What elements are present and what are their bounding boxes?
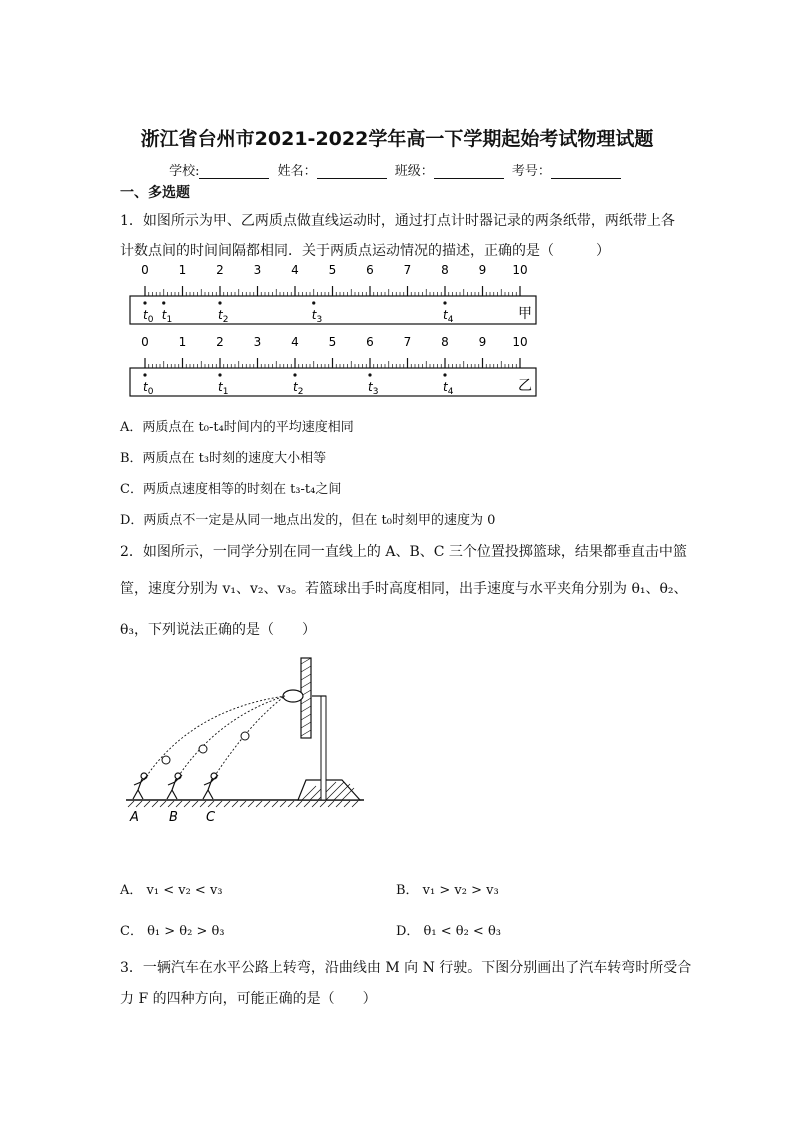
tape-jia-ruler-label: 5 bbox=[328, 263, 337, 277]
q1-tape-figure bbox=[120, 262, 550, 402]
tape-yi-dot bbox=[143, 373, 146, 376]
q1-option-a[interactable]: A．两质点在 t₀-t₄时间内的平均速度相同 bbox=[120, 420, 354, 435]
ball-b bbox=[199, 745, 207, 753]
tape-yi-ruler-label: 8 bbox=[441, 335, 449, 349]
number-blank[interactable] bbox=[551, 166, 621, 179]
basket-hoop bbox=[283, 690, 303, 702]
school-label: 学校: bbox=[169, 164, 200, 179]
name-label: 姓名： bbox=[277, 164, 317, 179]
tape-yi-ruler-label: 4 bbox=[291, 335, 299, 349]
tape-jia-dot bbox=[218, 301, 221, 304]
tape-yi-dot bbox=[443, 373, 446, 376]
tape-jia-time-label: $t_2$ bbox=[218, 308, 229, 325]
q1-option-b[interactable]: B．两质点在 t₃时刻的速度大小相等 bbox=[120, 451, 327, 466]
tape-jia-dot bbox=[312, 301, 315, 304]
page-title: 浙江省台州市2021-2022学年高一下学期起始考试物理试题 bbox=[140, 128, 654, 150]
tape-yi-time-label: $t_0$ bbox=[143, 380, 154, 397]
tape-jia-ruler-label: 3 bbox=[253, 263, 262, 277]
q2-option-d[interactable]: D． θ₁ < θ₂ < θ₃ bbox=[396, 924, 501, 939]
tape-jia-ruler-label: 0 bbox=[141, 263, 149, 277]
label-c: C bbox=[206, 810, 216, 825]
tape-jia-ruler-label: 10 bbox=[512, 263, 528, 277]
trajectory-a bbox=[144, 696, 285, 780]
tape-jia-time-label: $t_4$ bbox=[443, 308, 454, 325]
thrower-a bbox=[133, 773, 148, 799]
tape-jia-ruler-label: 6 bbox=[366, 263, 374, 277]
tape-jia-ruler-label: 9 bbox=[478, 263, 487, 277]
tape-yi-dot bbox=[368, 373, 371, 376]
tape-jia-ruler-label: 7 bbox=[403, 263, 412, 277]
tape-jia-ruler-label: 4 bbox=[291, 263, 299, 277]
tape-yi-ruler-label: 10 bbox=[512, 335, 528, 349]
q2-stem-line3: θ₃，下列说法正确的是（ ） bbox=[120, 622, 317, 638]
tape-yi-ruler-label: 9 bbox=[478, 335, 487, 349]
tape-jia-paper-tape bbox=[130, 296, 536, 324]
tape-yi-dot bbox=[293, 373, 296, 376]
tape-yi-ruler-label: 1 bbox=[178, 335, 187, 349]
q3-stem-line2: 力 F 的四种方向，可能正确的是（ ） bbox=[120, 991, 377, 1007]
tape-jia-time-label: $t_3$ bbox=[311, 308, 323, 325]
class-blank[interactable] bbox=[434, 166, 504, 179]
school-blank[interactable] bbox=[199, 166, 269, 179]
tape-yi-time-label: $t_1$ bbox=[218, 380, 229, 397]
tape-yi-ruler-label: 2 bbox=[216, 335, 224, 349]
q1-stem-line2: 计数点间的时间间隔都相同．关于两质点运动情况的描述，正确的是（ ） bbox=[120, 243, 610, 259]
hoop-stand-base bbox=[298, 780, 360, 800]
q2-basketball-figure bbox=[120, 652, 380, 832]
q1-option-c[interactable]: C．两质点速度相等的时刻在 t₃-t₄之间 bbox=[120, 482, 342, 497]
number-label: 考号： bbox=[511, 164, 551, 179]
ball-a bbox=[162, 756, 170, 764]
thrower-b bbox=[167, 773, 182, 799]
tape-yi-ruler-label: 3 bbox=[253, 335, 262, 349]
tape-jia-ruler-label: 1 bbox=[178, 263, 187, 277]
q3-stem-line1: 3．一辆汽车在水平公路上转弯，沿曲线由 M 向 N 行驶。下图分别画出了汽车转弯时所受合 bbox=[120, 960, 692, 976]
q2-option-b[interactable]: B． v₁ > v₂ > v₃ bbox=[396, 883, 499, 898]
tape-jia-time-label: $t_0$ bbox=[143, 308, 154, 325]
label-b: B bbox=[169, 810, 178, 825]
q1-stem-line1: 1．如图所示为甲、乙两质点做直线运动时，通过打点计时器记录的两条纸带，两纸带上各 bbox=[120, 213, 675, 229]
q2-stem-line2: 筐，速度分别为 v₁、v₂、v₃。若篮球出手时高度相同，出手速度与水平夹角分别为 θ₁、θ₂、 bbox=[120, 581, 688, 597]
q1-option-d[interactable]: D．两质点不一定是从同一地点出发的，但在 t₀时刻甲的速度为 0 bbox=[120, 513, 496, 528]
class-label: 班级： bbox=[394, 164, 434, 179]
label-a: A bbox=[130, 810, 139, 825]
tape-jia-ruler-label: 8 bbox=[441, 263, 449, 277]
tape-yi-paper-tape bbox=[130, 368, 536, 396]
tape-yi-time-label: $t_2$ bbox=[293, 380, 304, 397]
tape-jia-dot bbox=[143, 301, 146, 304]
tape-yi-time-label: $t_3$ bbox=[368, 380, 379, 397]
tape-jia-ruler-label: 2 bbox=[216, 263, 224, 277]
section-heading-multiple-choice: 一、多选题 bbox=[120, 185, 190, 201]
tape-jia-dot bbox=[162, 301, 165, 304]
tape-yi-ruler-label: 0 bbox=[141, 335, 149, 349]
tape-yi-time-label: $t_4$ bbox=[443, 380, 454, 397]
thrower-c bbox=[203, 773, 218, 799]
tape-yi-ruler-label: 7 bbox=[403, 335, 412, 349]
q2-option-c[interactable]: C． θ₁ > θ₂ > θ₃ bbox=[120, 924, 225, 939]
tape-jia-tape-name: 甲 bbox=[518, 306, 532, 322]
tape-jia-time-label: $t_1$ bbox=[161, 308, 173, 325]
hoop-pole bbox=[321, 696, 326, 800]
name-blank[interactable] bbox=[317, 166, 387, 179]
student-info-line bbox=[0, 160, 794, 179]
tape-yi-tape-name: 乙 bbox=[518, 378, 532, 394]
ball-c bbox=[241, 732, 249, 740]
q2-stem-line1: 2．如图所示，一同学分别在同一直线上的 A、B、C 三个位置投掷篮球，结果都垂直击中篮 bbox=[120, 544, 687, 560]
q2-option-a[interactable]: A． v₁ < v₂ < v₃ bbox=[120, 883, 223, 898]
tape-yi-ruler-label: 6 bbox=[366, 335, 374, 349]
tape-yi-ruler-label: 5 bbox=[328, 335, 337, 349]
tape-yi-dot bbox=[218, 373, 221, 376]
trajectory-b bbox=[176, 696, 285, 780]
tape-jia-dot bbox=[443, 301, 446, 304]
